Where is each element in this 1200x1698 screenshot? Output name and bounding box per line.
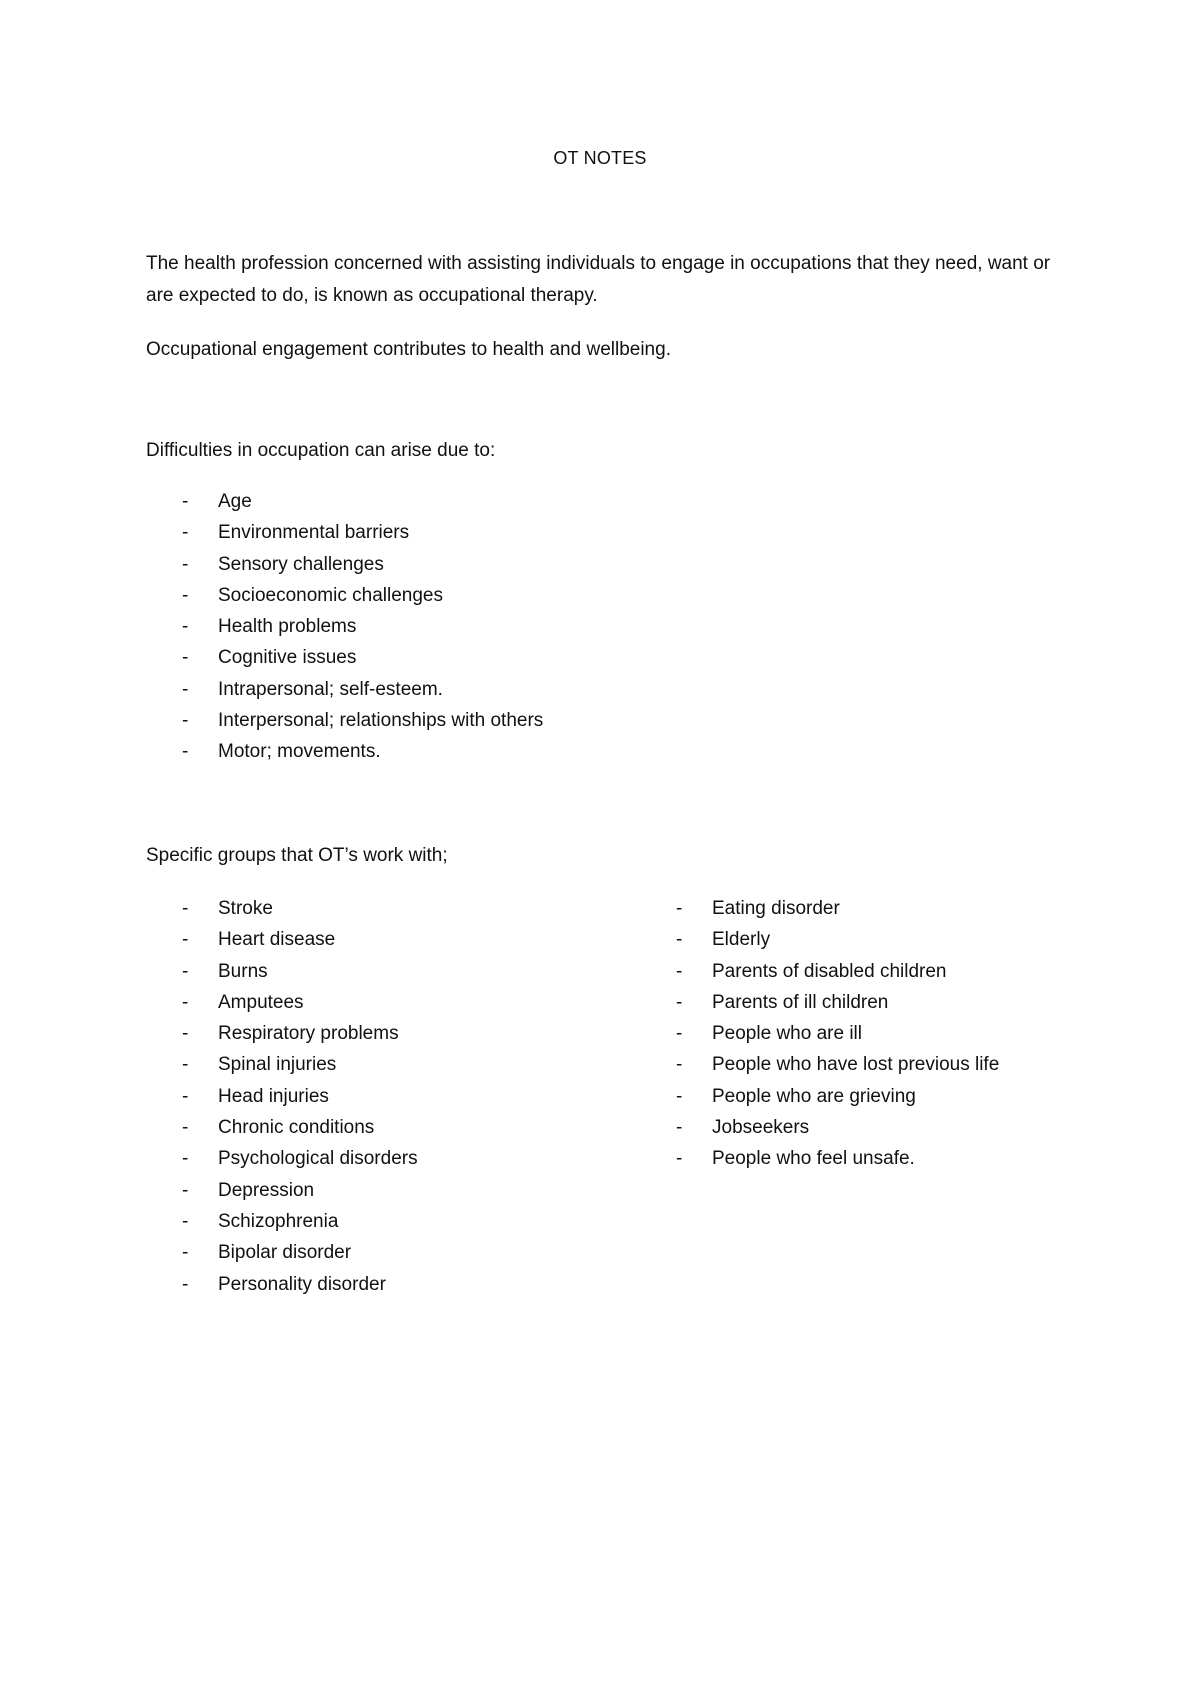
list-item-text: People who are grieving [712, 1085, 916, 1107]
bullet-dash: - [182, 1242, 189, 1264]
bullet-dash: - [182, 1179, 189, 1201]
list-item [146, 1112, 418, 1143]
list-item-text: Eating disorder [712, 898, 840, 919]
groups-list-left [146, 893, 418, 1300]
list-item-text: Elderly [712, 929, 771, 951]
list-item [146, 1206, 418, 1237]
list-item [640, 1112, 999, 1143]
list-item [640, 1143, 999, 1174]
bullet-dash: - [182, 1054, 189, 1076]
list-item [146, 674, 543, 705]
list-item-text: Motor; movements. [218, 741, 381, 763]
list-item [146, 987, 418, 1018]
list-item-text: Sensory challenges [218, 553, 384, 575]
list-item-text: Personality disorder [218, 1273, 386, 1295]
bullet-dash: - [182, 553, 189, 575]
list-item-text: Chronic conditions [218, 1117, 375, 1139]
engagement-paragraph: Occupational engagement contributes to health and wellbeing. [146, 339, 671, 360]
bullet-dash: - [182, 1148, 189, 1170]
list-item [146, 1049, 418, 1080]
bullet-dash: - [182, 898, 189, 919]
list-item [640, 1049, 999, 1080]
bullet-dash: - [182, 491, 189, 512]
list-item [640, 1018, 999, 1049]
bullet-dash: - [676, 929, 683, 951]
list-item-text: Jobseekers [712, 1117, 810, 1139]
list-item [640, 893, 999, 924]
list-item-text: Heart disease [218, 929, 336, 951]
list-item-text: Spinal injuries [218, 1054, 337, 1076]
bullet-dash: - [182, 710, 189, 732]
list-item [146, 705, 543, 736]
list-item [146, 580, 543, 611]
bullet-dash: - [676, 1117, 683, 1139]
list-item [146, 1269, 418, 1300]
list-item-text: Parents of disabled children [712, 960, 947, 982]
bullet-dash: - [676, 898, 683, 919]
bullet-dash: - [182, 1117, 189, 1139]
list-item [640, 987, 999, 1018]
list-item [640, 1081, 999, 1112]
bullet-dash: - [182, 616, 189, 638]
list-item [146, 736, 543, 767]
bullet-dash: - [182, 678, 189, 700]
bullet-dash: - [676, 1085, 683, 1107]
list-item-text: People who have lost previous life [712, 1054, 1000, 1076]
list-item-text: Health problems [218, 616, 357, 638]
bullet-dash: - [182, 522, 189, 544]
groups-list-right [640, 893, 999, 1175]
list-item-text: Burns [218, 960, 268, 982]
list-item-text: Head injuries [218, 1085, 329, 1107]
bullet-dash: - [676, 991, 683, 1013]
list-item [146, 549, 543, 580]
list-item [146, 642, 543, 673]
bullet-dash: - [182, 584, 189, 606]
bullet-dash: - [182, 929, 189, 951]
list-item [146, 1143, 418, 1174]
list-item [146, 611, 543, 642]
list-item-text: Respiratory problems [218, 1023, 399, 1045]
list-item-text: Depression [218, 1179, 315, 1201]
list-item [146, 893, 418, 924]
list-item [146, 486, 543, 517]
bullet-dash: - [182, 1085, 189, 1107]
list-item-text: Cognitive issues [218, 647, 357, 669]
list-item-text: Intrapersonal; self-esteem. [218, 678, 443, 700]
list-item [146, 1237, 418, 1268]
list-item [146, 924, 418, 955]
bullet-dash: - [676, 960, 683, 982]
bullet-dash: - [182, 991, 189, 1013]
bullet-dash: - [676, 1023, 683, 1045]
list-item-text: Environmental barriers [218, 522, 410, 544]
list-item [146, 956, 418, 987]
difficulties-list [146, 486, 543, 768]
list-item-text: Socioeconomic challenges [218, 584, 443, 606]
bullet-dash: - [676, 1054, 683, 1076]
list-item-text: Psychological disorders [218, 1148, 418, 1170]
intro-paragraph: The health profession concerned with assisting individuals to engage in occupations that they need, want or are expected to do, is known as occupational therapy. [146, 253, 1051, 306]
list-item [146, 1081, 418, 1112]
bullet-dash: - [182, 1023, 189, 1045]
list-item-text: Schizophrenia [218, 1210, 339, 1232]
list-item [640, 956, 999, 987]
list-item-text: Parents of ill children [712, 991, 889, 1013]
difficulties-heading: Difficulties in occupation can arise due to: [146, 440, 496, 461]
bullet-dash: - [182, 960, 189, 982]
list-item-text: Stroke [218, 898, 273, 919]
groups-heading: Specific groups that OT’s work with; [146, 845, 448, 866]
list-item-text: Age [218, 491, 252, 512]
bullet-dash: - [182, 741, 189, 763]
list-item-text: Interpersonal; relationships with others [218, 710, 544, 732]
document-title: OT NOTES [553, 148, 647, 168]
bullet-dash: - [182, 1273, 189, 1295]
list-item [146, 517, 543, 548]
list-item-text: Amputees [218, 991, 304, 1013]
list-item [146, 1018, 418, 1049]
bullet-dash: - [676, 1148, 683, 1170]
list-item [640, 924, 999, 955]
bullet-dash: - [182, 1210, 189, 1232]
list-item-text: People who are ill [712, 1023, 862, 1045]
list-item-text: People who feel unsafe. [712, 1148, 915, 1170]
list-item [146, 1175, 418, 1206]
list-item-text: Bipolar disorder [218, 1242, 352, 1264]
bullet-dash: - [182, 647, 189, 669]
